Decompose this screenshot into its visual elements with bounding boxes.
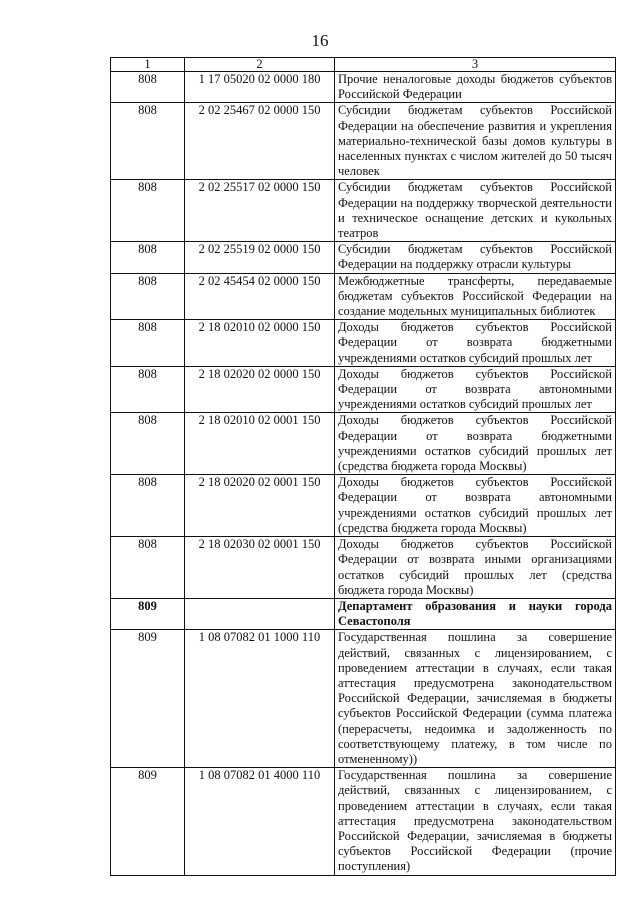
revenue-name-cell: Межбюджетные трансферты, передаваемые бюджетам субъектов Российской Федерации на создание модельных муниципальных библиотек <box>335 273 616 320</box>
admin-code-cell: 809 <box>111 598 185 629</box>
revenue-code-cell: 2 02 45454 02 0000 150 <box>185 273 335 320</box>
table-row <box>111 103 616 180</box>
revenue-name-cell: Департамент образования и науки города Севастополя <box>335 598 616 629</box>
table-header-row <box>111 58 616 72</box>
table-body <box>111 72 616 876</box>
admin-code-cell: 809 <box>111 630 185 768</box>
admin-code-cell: 808 <box>111 537 185 599</box>
table-row <box>111 413 616 475</box>
revenue-name-cell: Субсидии бюджетам субъектов Российской Федерации на поддержку творческой деятельности и техническое оснащение детских и кукольных театров <box>335 180 616 242</box>
admin-code-cell: 808 <box>111 273 185 320</box>
revenue-name-cell: Доходы бюджетов субъектов Российской Федерации от возврата автономными учреждениями остатков субсидий прошлых лет (средства бюджета города Москвы) <box>335 475 616 537</box>
revenue-name-cell: Доходы бюджетов субъектов Российской Федерации от возврата иными организациями остатков субсидий прошлых лет (средства бюджета города Москвы) <box>335 537 616 599</box>
revenue-codes-table <box>110 57 616 876</box>
revenue-name-cell: Доходы бюджетов субъектов Российской Федерации от возврата автономными учреждениями остатков субсидий прошлых лет <box>335 366 616 413</box>
table-row <box>111 273 616 320</box>
revenue-name-cell: Прочие неналоговые доходы бюджетов субъектов Российской Федерации <box>335 72 616 103</box>
admin-code-cell: 808 <box>111 413 185 475</box>
admin-code-cell: 808 <box>111 320 185 367</box>
admin-code-cell: 808 <box>111 366 185 413</box>
table-row <box>111 475 616 537</box>
revenue-code-cell: 2 02 25519 02 0000 150 <box>185 242 335 273</box>
table-row <box>111 242 616 273</box>
admin-code-cell: 808 <box>111 103 185 180</box>
revenue-code-cell: 2 02 25517 02 0000 150 <box>185 180 335 242</box>
revenue-code-cell: 2 02 25467 02 0000 150 <box>185 103 335 180</box>
column-header-2: 2 <box>185 58 335 72</box>
admin-code-cell: 809 <box>111 768 185 875</box>
revenue-name-cell: Государственная пошлина за совершение действий, связанных с лицензированием, с проведением аттестации в случаях, если такая аттестация предусмотрена законодательством Российской Федерации, зачисляемая в бюджеты субъектов Российской Федерации (сумма платежа (перерасчеты, недоимка и задолженность по соответствующему платежу, в том числе по отмененному)) <box>335 630 616 768</box>
table-row <box>111 598 616 629</box>
revenue-code-cell <box>185 598 335 629</box>
admin-code-cell: 808 <box>111 180 185 242</box>
revenue-name-cell: Доходы бюджетов субъектов Российской Федерации от возврата бюджетными учреждениями остатков субсидий прошлых лет (средства бюджета города Москвы) <box>335 413 616 475</box>
table-row <box>111 366 616 413</box>
table-row <box>111 768 616 875</box>
column-header-1: 1 <box>111 58 185 72</box>
revenue-name-cell: Субсидии бюджетам субъектов Российской Федерации на поддержку отрасли культуры <box>335 242 616 273</box>
revenue-code-cell: 2 18 02030 02 0001 150 <box>185 537 335 599</box>
revenue-code-cell: 1 08 07082 01 1000 110 <box>185 630 335 768</box>
revenue-code-cell: 2 18 02020 02 0001 150 <box>185 475 335 537</box>
revenue-code-cell: 2 18 02010 02 0001 150 <box>185 413 335 475</box>
admin-code-cell: 808 <box>111 72 185 103</box>
admin-code-cell: 808 <box>111 242 185 273</box>
table-row <box>111 320 616 367</box>
page-number: 16 <box>311 31 329 50</box>
table-row <box>111 630 616 768</box>
table-row <box>111 537 616 599</box>
revenue-code-cell: 2 18 02010 02 0000 150 <box>185 320 335 367</box>
revenue-name-cell: Доходы бюджетов субъектов Российской Федерации от возврата бюджетными учреждениями остатков субсидий прошлых лет <box>335 320 616 367</box>
revenue-code-cell: 1 08 07082 01 4000 110 <box>185 768 335 875</box>
revenue-name-cell: Субсидии бюджетам субъектов Российской Федерации на обеспечение развития и укрепления материально-технической базы домов культуры в населенных пунктах с числом жителей до 50 тысяч человек <box>335 103 616 180</box>
revenue-code-cell: 2 18 02020 02 0000 150 <box>185 366 335 413</box>
revenue-code-cell: 1 17 05020 02 0000 180 <box>185 72 335 103</box>
table-row <box>111 72 616 103</box>
column-header-3: 3 <box>335 58 616 72</box>
admin-code-cell: 808 <box>111 475 185 537</box>
revenue-name-cell: Государственная пошлина за совершение действий, связанных с лицензированием, с проведением аттестации в случаях, если такая аттестация предусмотрена законодательством Российской Федерации, зачисляемая в бюджеты субъектов Российской Федерации (прочие поступления) <box>335 768 616 875</box>
table-row <box>111 180 616 242</box>
